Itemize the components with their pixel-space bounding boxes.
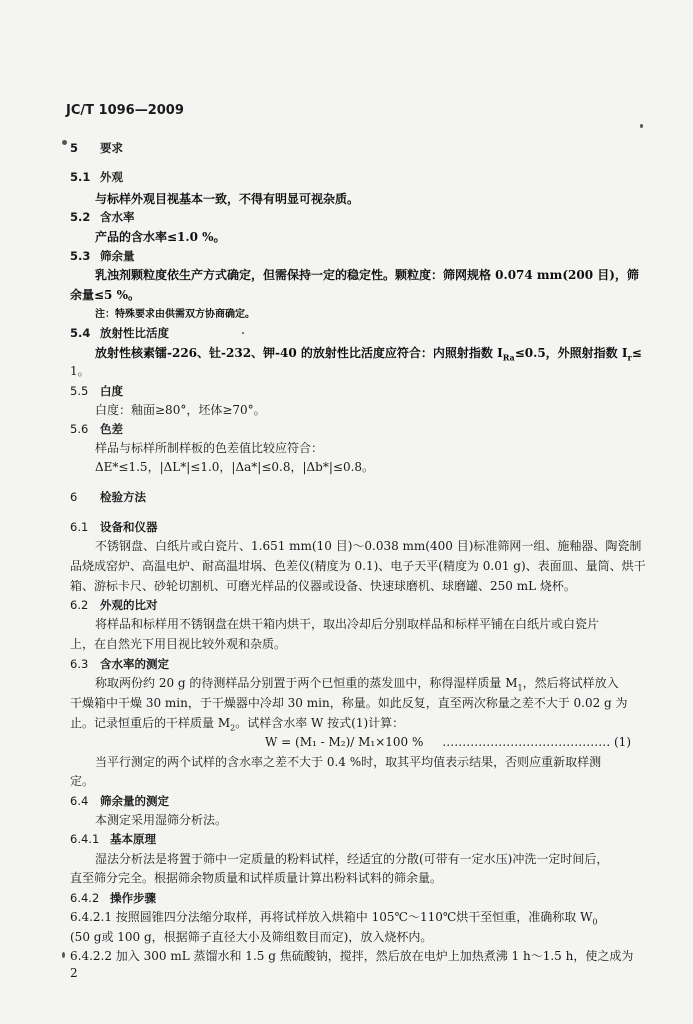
section-title: 检验方法 — [100, 490, 146, 504]
section-5-5-heading — [70, 382, 631, 400]
section-title: 含水率的测定 — [100, 657, 169, 671]
section-number: 5.1 — [70, 170, 91, 184]
text: ，然后将试样放入 — [522, 676, 619, 690]
text: 放射性核素镭-226、钍-232、钾-40 的放射性比活度应符合：内照射指数 I — [95, 346, 503, 360]
text: 。试样含水率 W 按式(1)计算： — [235, 716, 405, 730]
section-title: 筛余量的测定 — [100, 794, 169, 808]
paragraph: 上，在自然光下用目视比较外观和杂质。 — [70, 637, 287, 651]
formula: W = (M₁ - M₂)/ M₁×100 % — [265, 735, 424, 749]
section-6-2-heading — [70, 596, 631, 614]
section-title: 白度 — [100, 384, 123, 398]
section-5-1-heading — [70, 168, 631, 186]
section-5-4-heading — [70, 324, 631, 342]
section-number: 6.3 — [70, 657, 89, 671]
scan-speck — [62, 140, 67, 145]
section-5-2-heading — [70, 208, 631, 226]
scan-speck — [242, 332, 244, 334]
scan-speck — [640, 124, 643, 128]
section-number: 6.4 — [70, 794, 89, 808]
section-5-heading — [70, 139, 631, 157]
section-number: 5.4 — [70, 326, 91, 340]
section-number: 6.4.2 — [70, 891, 100, 905]
section-6-1-heading — [70, 518, 631, 536]
text: ≤0.5，外照射指数 I — [514, 346, 628, 360]
paragraph: 品烧成窑炉、高温电炉、耐高温坩埚、色差仪(精度为 0.1)、电子天平(精度为 0.01 g)、表面皿、量筒、烘干 — [70, 559, 646, 573]
note: 注：特殊要求由供需双方协商确定。 — [95, 309, 255, 320]
section-number: 6.4.1 — [70, 832, 100, 846]
paragraph: 将样品和标样用不锈钢盘在烘干箱内烘干，取出冷却后分别取样品和标样平铺在白纸片或白瓷片 — [95, 617, 600, 631]
section-number: 6 — [70, 490, 78, 504]
text: 止。记录恒重后的干样质量 M — [70, 716, 231, 730]
formula-number: …………………………………… (1) — [442, 735, 631, 749]
paragraph: 当平行测定的两个试样的含水率之差不大于 0.4 %时，取其平均值表示结果，否则应重新取样测 — [95, 755, 602, 769]
section-number: 5.5 — [70, 384, 89, 398]
paragraph: 6.4.2.2 加入 300 mL 蒸馏水和 1.5 g 焦硫酸钠，搅拌，然后放在电炉上加热煮沸 1 h～1.5 h，使之成为 — [70, 949, 634, 963]
paragraph: 6.4.2.1 按照圆锥四分法缩分取样，再将试样放入烘箱中 105℃～110℃烘干至恒重，准确称取 $W_0$ — [70, 910, 598, 927]
paragraph: 不锈钢盘、白纸片或白瓷片、1.651 mm(10 目)～0.038 mm(400 目)标准筛网一组、施釉器、陶瓷制 — [95, 539, 642, 553]
paragraph: 乳浊剂颗粒度依生产方式确定，但需保持一定的稳定性。颗粒度：筛网规格 0.074 mm(200 目)，筛 — [95, 268, 639, 282]
section-number: 5 — [70, 141, 79, 155]
paragraph: 箱、游标卡尺、砂轮切割机、可磨光样品的仪器或设备、快速球磨机、球磨罐、250 mL 烧杯。 — [70, 579, 576, 593]
section-title: 外观 — [100, 170, 123, 184]
paragraph: 干燥箱中干燥 30 min，于干燥器中冷却 30 min，称量。如此反复，直至两次称量之差不大于 0.02 g 为 — [70, 696, 628, 710]
document-id: JC/T 1096—2009 — [66, 103, 184, 118]
section-title: 放射性比活度 — [100, 326, 169, 340]
section-5-3-heading — [70, 247, 631, 265]
section-5-6-heading — [70, 420, 631, 438]
section-title: 设备和仪器 — [100, 520, 158, 534]
paragraph: 湿法分析法是将置于筛中一定质量的粉料试样，经适宜的分散(可带有一定水压)冲洗一定时间后， — [95, 852, 609, 866]
paragraph: 与标样外观目视基本一致，不得有明显可视杂质。 — [95, 192, 360, 206]
section-6-heading — [70, 488, 631, 506]
section-title: 要求 — [100, 141, 123, 155]
text: 称取两份约 20 g 的待测样品分别置于两个已恒重的蒸发皿中，称得湿样质量 M — [95, 676, 518, 690]
section-title: 含水率 — [100, 210, 135, 224]
section-number: 5.3 — [70, 249, 91, 263]
paragraph: 定。 — [70, 774, 95, 788]
section-number: 6.2 — [70, 598, 89, 612]
section-6-4-2-heading — [70, 889, 631, 907]
paragraph: ΔE*≤1.5，|ΔL*|≤1.0，|Δa*|≤0.8，|Δb*|≤0.8。 — [95, 460, 375, 474]
paragraph: 止。记录恒重后的干样质量 $M_2$。试样含水率 W 按式(1)计算： — [70, 716, 405, 733]
section-title: 筛余量 — [100, 249, 135, 263]
paragraph: 余量≤5 %。 — [70, 288, 140, 302]
section-number: 6.1 — [70, 520, 89, 534]
paragraph: 直至筛分完全。根据筛余物质量和试样质量计算出粉料试料的筛余量。 — [70, 871, 443, 885]
paragraph: 产品的含水率≤1.0 %。 — [95, 230, 226, 244]
section-6-4-1-heading — [70, 830, 631, 848]
paragraph: 放射性核素镭-226、钍-232、钾-40 的放射性比活度应符合：内照射指数 $I_{Ra}\le 0.5$，外照射指数 $I_r\le$ — [95, 346, 642, 363]
page-number: 2 — [70, 966, 78, 980]
section-6-4-heading — [70, 792, 631, 810]
section-title: 色差 — [100, 422, 123, 436]
section-number: 5.2 — [70, 210, 91, 224]
section-number: 5.6 — [70, 422, 89, 436]
paragraph: (50 g或 100 g，根据筛子直径大小及筛组数目而定)，放入烧杯内。 — [70, 930, 433, 944]
section-title: 基本原理 — [110, 832, 156, 846]
paragraph: 白度：釉面≥80°，坯体≥70°。 — [95, 403, 266, 417]
section-title: 操作步骤 — [110, 891, 156, 905]
section-6-3-heading — [70, 655, 631, 673]
paragraph: 称取两份约 20 g 的待测样品分别置于两个已恒重的蒸发皿中，称得湿样质量 $M_1$，然后将试样放入 — [95, 676, 619, 693]
paragraph: 本测定采用湿筛分析法。 — [95, 813, 228, 827]
section-title: 外观的比对 — [100, 598, 158, 612]
text: 6.4.2.1 按照圆锥四分法缩分取样，再将试样放入烘箱中 105℃～110℃烘干至恒重，准确称取 W — [70, 910, 593, 924]
text: ≤ — [631, 346, 642, 360]
scan-speck — [62, 952, 65, 958]
paragraph: 样品与标样所制样板的色差值比较应符合： — [95, 441, 324, 455]
paragraph: 1。 — [70, 364, 90, 378]
